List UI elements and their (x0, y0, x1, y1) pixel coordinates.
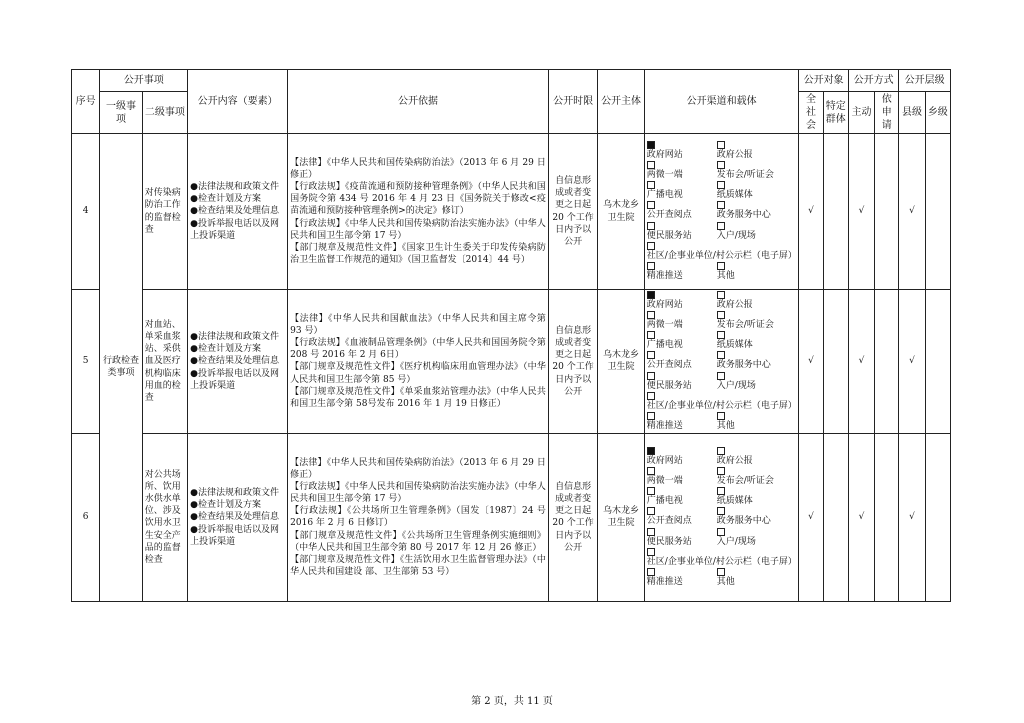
basis-list (288, 290, 549, 434)
basis-item: 【部门规章及规范性文件】《公共场所卫生管理条例实施细则》（中华人民共和国卫生部令第 80 号 2017 年 12 月 26 修正） (290, 530, 546, 553)
channel-option (717, 331, 753, 351)
channel-option (647, 311, 717, 331)
channel-option (717, 568, 735, 588)
level-county-mark: √ (899, 433, 925, 601)
channel-label: 政府网站 (646, 300, 683, 310)
checkbox-empty-icon (717, 372, 725, 380)
channel-label: 便民服务站 (646, 230, 692, 241)
content-list (188, 433, 288, 601)
level2-item: 对传染病防治工作的监督检查 (142, 134, 187, 290)
channel-label: 便民服务站 (646, 536, 692, 547)
channel-option (717, 487, 753, 507)
checkbox-empty-icon (717, 507, 725, 515)
channel-label: 入户/现场 (716, 536, 756, 547)
channel-label: 公开查阅点 (646, 360, 692, 371)
header-target-group: 公开对象 (799, 70, 848, 92)
checkbox-empty-icon (647, 507, 655, 515)
channel-option (647, 181, 717, 201)
header-channels: 公开渠道和载体 (644, 70, 799, 134)
channel-option (647, 568, 717, 588)
channel-row (647, 242, 797, 262)
level-county-mark: √ (899, 290, 925, 434)
channel-list (644, 290, 799, 434)
channel-option (717, 291, 753, 311)
channel-label: 两微一端 (646, 320, 683, 331)
content-item: ●法律法规和政策文件 (190, 332, 280, 343)
channel-option (717, 161, 774, 181)
checkbox-empty-icon (717, 141, 725, 149)
basis-item: 【行政法规】《疫苗流通和预防接种管理条例》（中华人民共和国国务院令第 434 号 2016 年 4 月 23 日《国务院关于修改<疫苗流通和预防接种管理条例>的决定》修订） (290, 182, 546, 217)
disclosure-subject: 乌木龙乡卫生院 (598, 134, 644, 290)
channel-row (647, 447, 797, 467)
disclosure-time: 自信息形成或者变更之日起 20 个工作日内予以公开 (548, 433, 598, 601)
checkbox-empty-icon (647, 392, 655, 400)
channel-option (717, 528, 756, 548)
header-mode-apply: 依申请 (875, 92, 899, 134)
channel-label: 纸质媒体 (716, 340, 753, 351)
channel-label: 政府网站 (646, 455, 683, 466)
checkbox-empty-icon (717, 568, 725, 576)
channel-label: 入户/现场 (716, 380, 756, 391)
channel-option (717, 222, 756, 242)
target-specific-mark (823, 134, 848, 290)
checkbox-empty-icon (647, 161, 655, 169)
channel-option (717, 351, 771, 371)
level-county-mark: √ (899, 134, 925, 290)
checkbox-empty-icon (647, 262, 655, 270)
level-town-mark (925, 134, 950, 290)
basis-item: 【部门规章及规范性文件】《单采血浆站管理办法》（中华人民共和国卫生部令第 58号发布 2016 年 1 月 19 日修正） (290, 386, 546, 409)
checkbox-empty-icon (717, 447, 725, 455)
channel-option (647, 487, 717, 507)
channel-label: 其他 (716, 576, 735, 587)
channel-option (647, 528, 717, 548)
basis-item: 【法律】《中华人民共和国献血法》（中华人民共和国主席令第 93 号） (290, 313, 546, 337)
mode-apply-mark (875, 134, 899, 290)
channel-row (647, 372, 797, 392)
checkbox-empty-icon (647, 331, 655, 339)
channel-option (647, 467, 717, 487)
checkbox-empty-icon (717, 351, 725, 359)
channel-option (717, 181, 753, 201)
channel-label: 社区/企事业单位/村公示栏（电子屏） (646, 556, 797, 567)
channel-label: 精准推送 (646, 270, 683, 281)
channel-row (647, 181, 797, 201)
checkbox-empty-icon (717, 222, 725, 230)
channel-label: 政务服务中心 (716, 516, 771, 527)
checkbox-checked-icon (647, 291, 655, 299)
target-specific-mark (823, 290, 848, 434)
content-item: ●投诉举报电话以及网上投诉渠道 (190, 524, 280, 547)
basis-item: 【法律】《中华人民共和国传染病防治法》（2013 年 6 月 29 日修正） (290, 157, 546, 180)
content-list (188, 134, 288, 290)
target-all-mark: √ (799, 134, 823, 290)
channel-option (647, 412, 717, 432)
checkbox-empty-icon (647, 412, 655, 420)
checkbox-empty-icon (647, 467, 655, 475)
checkbox-empty-icon (717, 467, 725, 475)
checkbox-empty-icon (717, 161, 725, 169)
checkbox-empty-icon (647, 487, 655, 495)
basis-item: 【部门规章及规范性文件】《生活饮用水卫生监督管理办法》（中华人民共和国建设 部、卫生部第 53 号） (290, 554, 546, 578)
checkbox-empty-icon (717, 311, 725, 319)
row-seq: 5 (72, 290, 100, 434)
channel-label: 公开查阅点 (646, 516, 692, 527)
page-number: 第 2 页，共 11 页 (471, 696, 553, 707)
header-mode-group: 公开方式 (848, 70, 899, 92)
disclosure-time: 自信息形成或者变更之日起 20 个工作日内予以公开 (548, 290, 598, 434)
channel-label: 精准推送 (646, 576, 683, 587)
channel-list (644, 433, 799, 601)
header-row-1 (72, 70, 951, 92)
basis-item: 【行政法规】《中华人民共和国传染病防治法实施办法》（中华人民共和国卫生部令第 17 号） (290, 482, 546, 505)
checkbox-empty-icon (717, 487, 725, 495)
channel-option (647, 242, 797, 262)
checkbox-checked-icon (647, 141, 655, 149)
channel-row (647, 201, 797, 221)
level2-item: 对血站、单采血浆站、采供血及医疗机构临床用血的检查 (142, 290, 187, 434)
disclosure-time: 自信息形成或者变更之日起 20 个工作日内予以公开 (548, 134, 598, 290)
channel-option (717, 447, 753, 467)
channel-option (717, 467, 774, 487)
channel-row (647, 141, 797, 161)
header-subject: 公开主体 (598, 70, 644, 134)
checkbox-empty-icon (717, 528, 725, 536)
basis-item: 【行政法规】《中华人民共和国传染病防治法实施办法》（中华人民共和国卫生部令第 17 号） (290, 218, 546, 241)
checkbox-checked-icon (647, 447, 655, 455)
channel-option (647, 392, 797, 412)
channel-row (647, 528, 797, 548)
content-item: ●检查计划及方案 (190, 194, 262, 205)
channel-option (647, 222, 717, 242)
target-all-mark: √ (799, 433, 823, 601)
table-row (72, 433, 951, 601)
channel-label: 广播电视 (646, 496, 683, 507)
content-item: ●检查结果及处理信息 (190, 206, 280, 217)
channel-label: 两微一端 (646, 476, 683, 487)
table-row (72, 134, 951, 290)
basis-item: 【部门规章及规范性文件】《医疗机构临床用血管理办法》（中华人民共和国卫生部令第 85 号） (290, 362, 546, 385)
header-content: 公开内容（要素） (188, 70, 288, 134)
channel-option (717, 372, 756, 392)
channel-row (647, 548, 797, 568)
channel-option (647, 548, 797, 568)
channel-row (647, 351, 797, 371)
channel-row (647, 412, 797, 432)
checkbox-empty-icon (717, 262, 725, 270)
channel-option (717, 262, 735, 282)
channel-option (647, 507, 717, 527)
level-town-mark (925, 433, 950, 601)
header-mode-active: 主动 (848, 92, 874, 134)
channel-label: 纸质媒体 (716, 496, 753, 507)
checkbox-empty-icon (717, 201, 725, 209)
channel-row (647, 291, 797, 311)
row-seq: 4 (72, 134, 100, 290)
basis-item: 【部门规章及规范性文件】《国家卫生计生委关于印发传染病防治卫生监督工作规范的通知》（国卫监督发〔2014〕44 号） (290, 242, 546, 265)
disclosure-subject: 乌木龙乡卫生院 (598, 433, 644, 601)
channel-label: 公开查阅点 (646, 210, 692, 221)
header-target-specific: 特定群体 (823, 92, 848, 134)
table-row (72, 290, 951, 434)
disclosure-table (71, 69, 951, 602)
target-all-mark: √ (799, 290, 823, 434)
header-level-group: 公开层级 (899, 70, 951, 92)
channel-option (647, 291, 717, 311)
checkbox-empty-icon (647, 242, 655, 250)
header-time: 公开时限 (548, 70, 598, 134)
channel-option (647, 141, 717, 161)
channel-option (647, 331, 717, 351)
mode-active-mark: √ (848, 290, 874, 434)
checkbox-empty-icon (647, 201, 655, 209)
header-level2: 二级事项 (142, 92, 187, 134)
channel-label: 精准推送 (646, 420, 683, 431)
channel-label: 发布会/听证会 (716, 476, 774, 487)
header-level-town: 乡级 (925, 92, 950, 134)
channel-label: 政府公报 (716, 150, 753, 160)
channel-list (644, 134, 799, 290)
disclosure-subject: 乌木龙乡卫生院 (598, 290, 644, 434)
checkbox-empty-icon (717, 331, 725, 339)
channel-option (647, 262, 717, 282)
channel-row (647, 222, 797, 242)
channel-label: 社区/企事业单位/村公示栏（电子屏） (646, 400, 797, 411)
header-seq: 序号 (72, 70, 100, 134)
level1-item: 行政检查类事项 (100, 134, 142, 602)
header-level1: 一级事项 (100, 92, 142, 134)
header-target-all: 全社会 (799, 92, 823, 134)
channel-row (647, 467, 797, 487)
checkbox-empty-icon (647, 181, 655, 189)
channel-label: 政府公报 (716, 455, 753, 466)
channel-label: 政府公报 (716, 300, 753, 310)
checkbox-empty-icon (647, 351, 655, 359)
channel-label: 社区/企事业单位/村公示栏（电子屏） (646, 250, 797, 261)
channel-label: 政务服务中心 (716, 360, 771, 371)
channel-option (647, 372, 717, 392)
channel-label: 政府网站 (646, 150, 683, 160)
target-specific-mark (823, 433, 848, 601)
channel-label: 纸质媒体 (716, 190, 753, 201)
channel-label: 发布会/听证会 (716, 320, 774, 331)
checkbox-empty-icon (717, 412, 725, 420)
content-item: ●检查结果及处理信息 (190, 512, 280, 523)
content-item: ●法律法规和政策文件 (190, 182, 280, 193)
channel-row (647, 262, 797, 282)
mode-apply-mark (875, 433, 899, 601)
checkbox-empty-icon (647, 528, 655, 536)
row-seq: 6 (72, 433, 100, 601)
channel-option (717, 412, 735, 432)
channel-row (647, 311, 797, 331)
mode-active-mark: √ (848, 134, 874, 290)
level-town-mark (925, 290, 950, 434)
content-item: ●检查计划及方案 (190, 500, 262, 511)
channel-label: 政务服务中心 (716, 210, 771, 221)
basis-item: 【行政法规】《公共场所卫生管理条例》（国发〔1987〕24 号 2016 年 2 月 6 日修订） (290, 506, 546, 529)
checkbox-empty-icon (647, 548, 655, 556)
channel-label: 广播电视 (646, 190, 683, 201)
channel-label: 其他 (716, 420, 735, 431)
channel-row (647, 507, 797, 527)
channel-label: 广播电视 (646, 340, 683, 351)
channel-option (647, 201, 717, 221)
channel-row (647, 161, 797, 181)
checkbox-empty-icon (647, 311, 655, 319)
level2-item: 对公共场所、饮用水供水单位、涉及饮用水卫生安全产品的监督检查 (142, 433, 187, 601)
content-item: ●投诉举报电话以及网上投诉渠道 (190, 218, 280, 241)
channel-row (647, 487, 797, 507)
channel-row (647, 331, 797, 351)
channel-option (717, 507, 771, 527)
checkbox-empty-icon (647, 568, 655, 576)
checkbox-empty-icon (647, 222, 655, 230)
channel-label: 其他 (716, 270, 735, 281)
channel-option (717, 311, 774, 331)
mode-apply-mark (875, 290, 899, 434)
channel-option (647, 447, 717, 467)
channel-option (647, 351, 717, 371)
header-item-group: 公开事项 (100, 70, 188, 92)
content-list (188, 290, 288, 434)
content-item: ●检查计划及方案 (190, 344, 262, 355)
basis-list (288, 134, 549, 290)
channel-row (647, 568, 797, 588)
basis-item: 【法律】《中华人民共和国传染病防治法》（2013 年 6 月 29 日修正） (290, 457, 546, 480)
content-item: ●投诉举报电话以及网上投诉渠道 (190, 368, 280, 391)
checkbox-empty-icon (717, 181, 725, 189)
content-item: ●检查结果及处理信息 (190, 356, 280, 367)
channel-label: 两微一端 (646, 170, 683, 181)
mode-active-mark: √ (848, 433, 874, 601)
content-item: ●法律法规和政策文件 (190, 488, 280, 499)
checkbox-empty-icon (717, 291, 725, 299)
header-level-county: 县级 (899, 92, 925, 134)
channel-option (717, 141, 753, 161)
basis-item: 【行政法规】《血液制品管理条例》（中华人民共和国国务院令第 208 号 2016 年 2 月 6日） (290, 338, 546, 361)
channel-option (647, 161, 717, 181)
channel-option (717, 201, 771, 221)
checkbox-empty-icon (647, 372, 655, 380)
channel-label: 便民服务站 (646, 380, 692, 391)
channel-label: 发布会/听证会 (716, 170, 774, 181)
channel-label: 入户/现场 (716, 230, 756, 241)
channel-row (647, 392, 797, 412)
header-basis: 公开依据 (288, 70, 549, 134)
basis-list (288, 433, 549, 601)
